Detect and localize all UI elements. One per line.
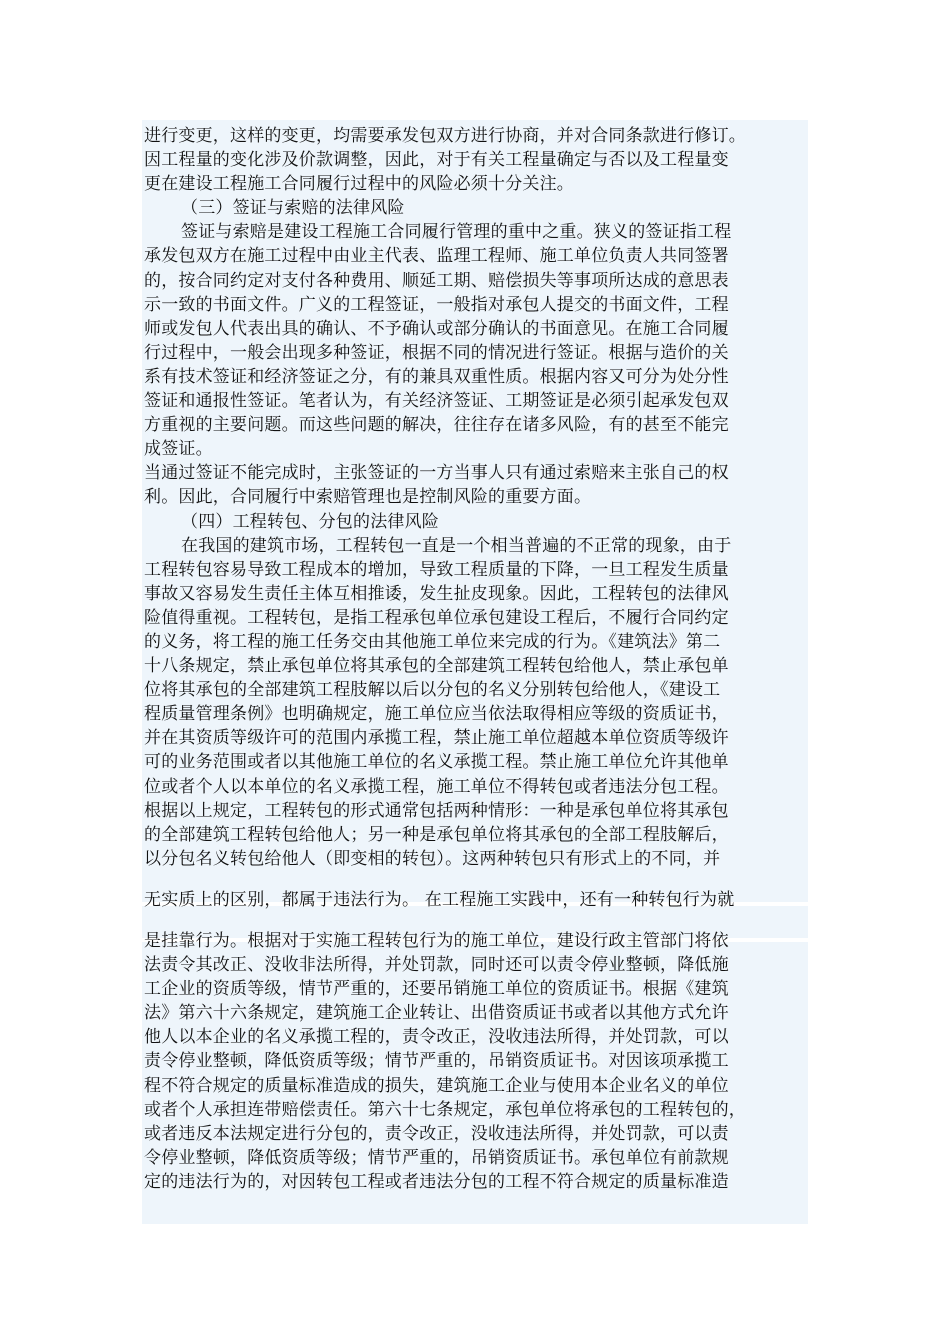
section-heading: （四）工程转包、分包的法律风险 [181,511,439,532]
text-line: 因工程量的变化涉及价款调整，因此，对于有关工程量确定与否以及工程量变 [144,150,729,171]
text-line: 签证与索赔是建设工程施工合同履行管理的重中之重。狭义的签证指工程 [181,222,732,243]
text-line: 或者个人承担连带赔偿责任。第六十七条规定，承包单位将承包的工程转包的， [144,1099,746,1120]
text-line: 无实质上的区别，都属于违法行为。 在工程施工实践中，还有一种转包行为就 [144,889,735,910]
text-line: 以分包名义转包给他人（即变相的转包）。这两种转包只有形式上的不同，并 [144,848,721,869]
text-line: 当通过签证不能完成时，主张签证的一方当事人只有通过索赔来主张自己的权 [144,463,729,484]
text-line: 工程转包容易导致工程成本的增加，导致工程质量的下降，一旦工程发生质量 [144,559,729,580]
text-line: 定的违法行为的，对因转包工程或者违法分包的工程不符合规定的质量标准造 [144,1171,729,1192]
text-line: 进行变更，这样的变更，均需要承发包双方进行协商，并对合同条款进行修订。 [144,126,746,146]
text-line: 方重视的主要问题。而这些问题的解决，往往存在诸多风险，有的甚至不能完 [144,415,729,436]
text-line: 系有技术签证和经济签证之分，有的兼具双重性质。根据内容又可分为处分性 [144,366,729,387]
text-line: 是挂靠行为。根据对于实施工程转包行为的施工单位，建设行政主管部门将依 [144,931,729,951]
text-line: 利。因此，合同履行中索赔管理也是控制风险的重要方面。 [144,487,592,508]
text-line: 的全部建筑工程转包给他人；另一种是承包单位将其承包的全部工程肢解后， [144,824,729,845]
text-line: 他人以本企业的名义承揽工程的，责令改正，没收违法所得，并处罚款，可以 [144,1027,729,1048]
text-line: 在我国的建筑市场，工程转包一直是一个相当普遍的不正常的现象，由于 [181,535,732,556]
text-line: 十八条规定，禁止承包单位将其承包的全部建筑工程转包给他人，禁止承包单 [144,656,729,677]
text-line: 事故又容易发生责任主体互相推诿，发生扯皮现象。因此，工程转包的法律风 [144,583,729,604]
text-line: 或者违反本法规定进行分包的，责令改正，没收违法所得，并处罚款，可以责 [144,1123,729,1144]
text-line: 成签证。 [144,439,213,460]
text-line: 工企业的资质等级，情节严重的，还要吊销施工单位的资质证书。根据《建筑 [144,979,729,1000]
text-line: 位将其承包的全部建筑工程肢解以后以分包的名义分别转包给他人，《建设工 [144,680,721,701]
text-line: 并在其资质等级许可的范围内承揽工程，禁止施工单位超越本单位资质等级许 [144,728,729,749]
text-line: 法责令其改正、没收非法所得，并处罚款，同时还可以责令停业整顿，降低施 [144,955,729,976]
text-line: 根据以上规定，工程转包的形式通常包括两种情形：一种是承包单位将其承包 [144,800,729,821]
text-line: 示一致的书面文件。广义的工程签证，一般指对承包人提交的书面文件，工程 [144,294,729,315]
text-line: 承发包双方在施工过程中由业主代表、监理工程师、施工单位负责人共同签署 [144,246,729,267]
text-line: 程质量管理条例》也明确规定，施工单位应当依法取得相应等级的资质证书， [144,704,729,725]
text-line: 更在建设工程施工合同履行过程中的风险必须十分关注。 [144,174,574,195]
text-line: 险值得重视。工程转包，是指工程承包单位承包建设工程后，不履行合同约定 [144,607,729,628]
text-line: 责令停业整顿，降低资质等级；情节严重的，吊销资质证书。对因该项承揽工 [144,1051,729,1072]
text-line: 可的业务范围或者以其他施工单位的名义承揽工程。禁止施工单位允许其他单 [144,752,729,773]
text-line: 的义务，将工程的施工任务交由其他施工单位来完成的行为。《建筑法》第二 [144,631,721,652]
text-line: 的，按合同约定对支付各种费用、顺延工期、赔偿损失等事项所达成的意思表 [144,270,729,291]
text-line: 位或者个人以本单位的名义承揽工程，施工单位不得转包或者违法分包工程。 [144,776,729,797]
document-body [144,124,810,1194]
text-line: 师或发包人代表出具的确认、不予确认或部分确认的书面意见。在施工合同履 [144,318,729,339]
text-line: 签证和通报性签证。笔者认为，有关经济签证、工期签证是必须引起承发包双 [144,391,729,412]
text-line: 行过程中，一般会出现多种签证，根据不同的情况进行签证。根据与造价的关 [144,342,729,363]
text-line: 程不符合规定的质量标准造成的损失，建筑施工企业与使用本企业名义的单位 [144,1075,729,1096]
section-heading: （三）签证与索赔的法律风险 [181,198,405,219]
text-line: 令停业整顿，降低资质等级；情节严重的，吊销资质证书。承包单位有前款规 [144,1147,729,1168]
text-line: 法》第六十六条规定，建筑施工企业转让、出借资质证书或者以其他方式允许 [144,1003,729,1024]
